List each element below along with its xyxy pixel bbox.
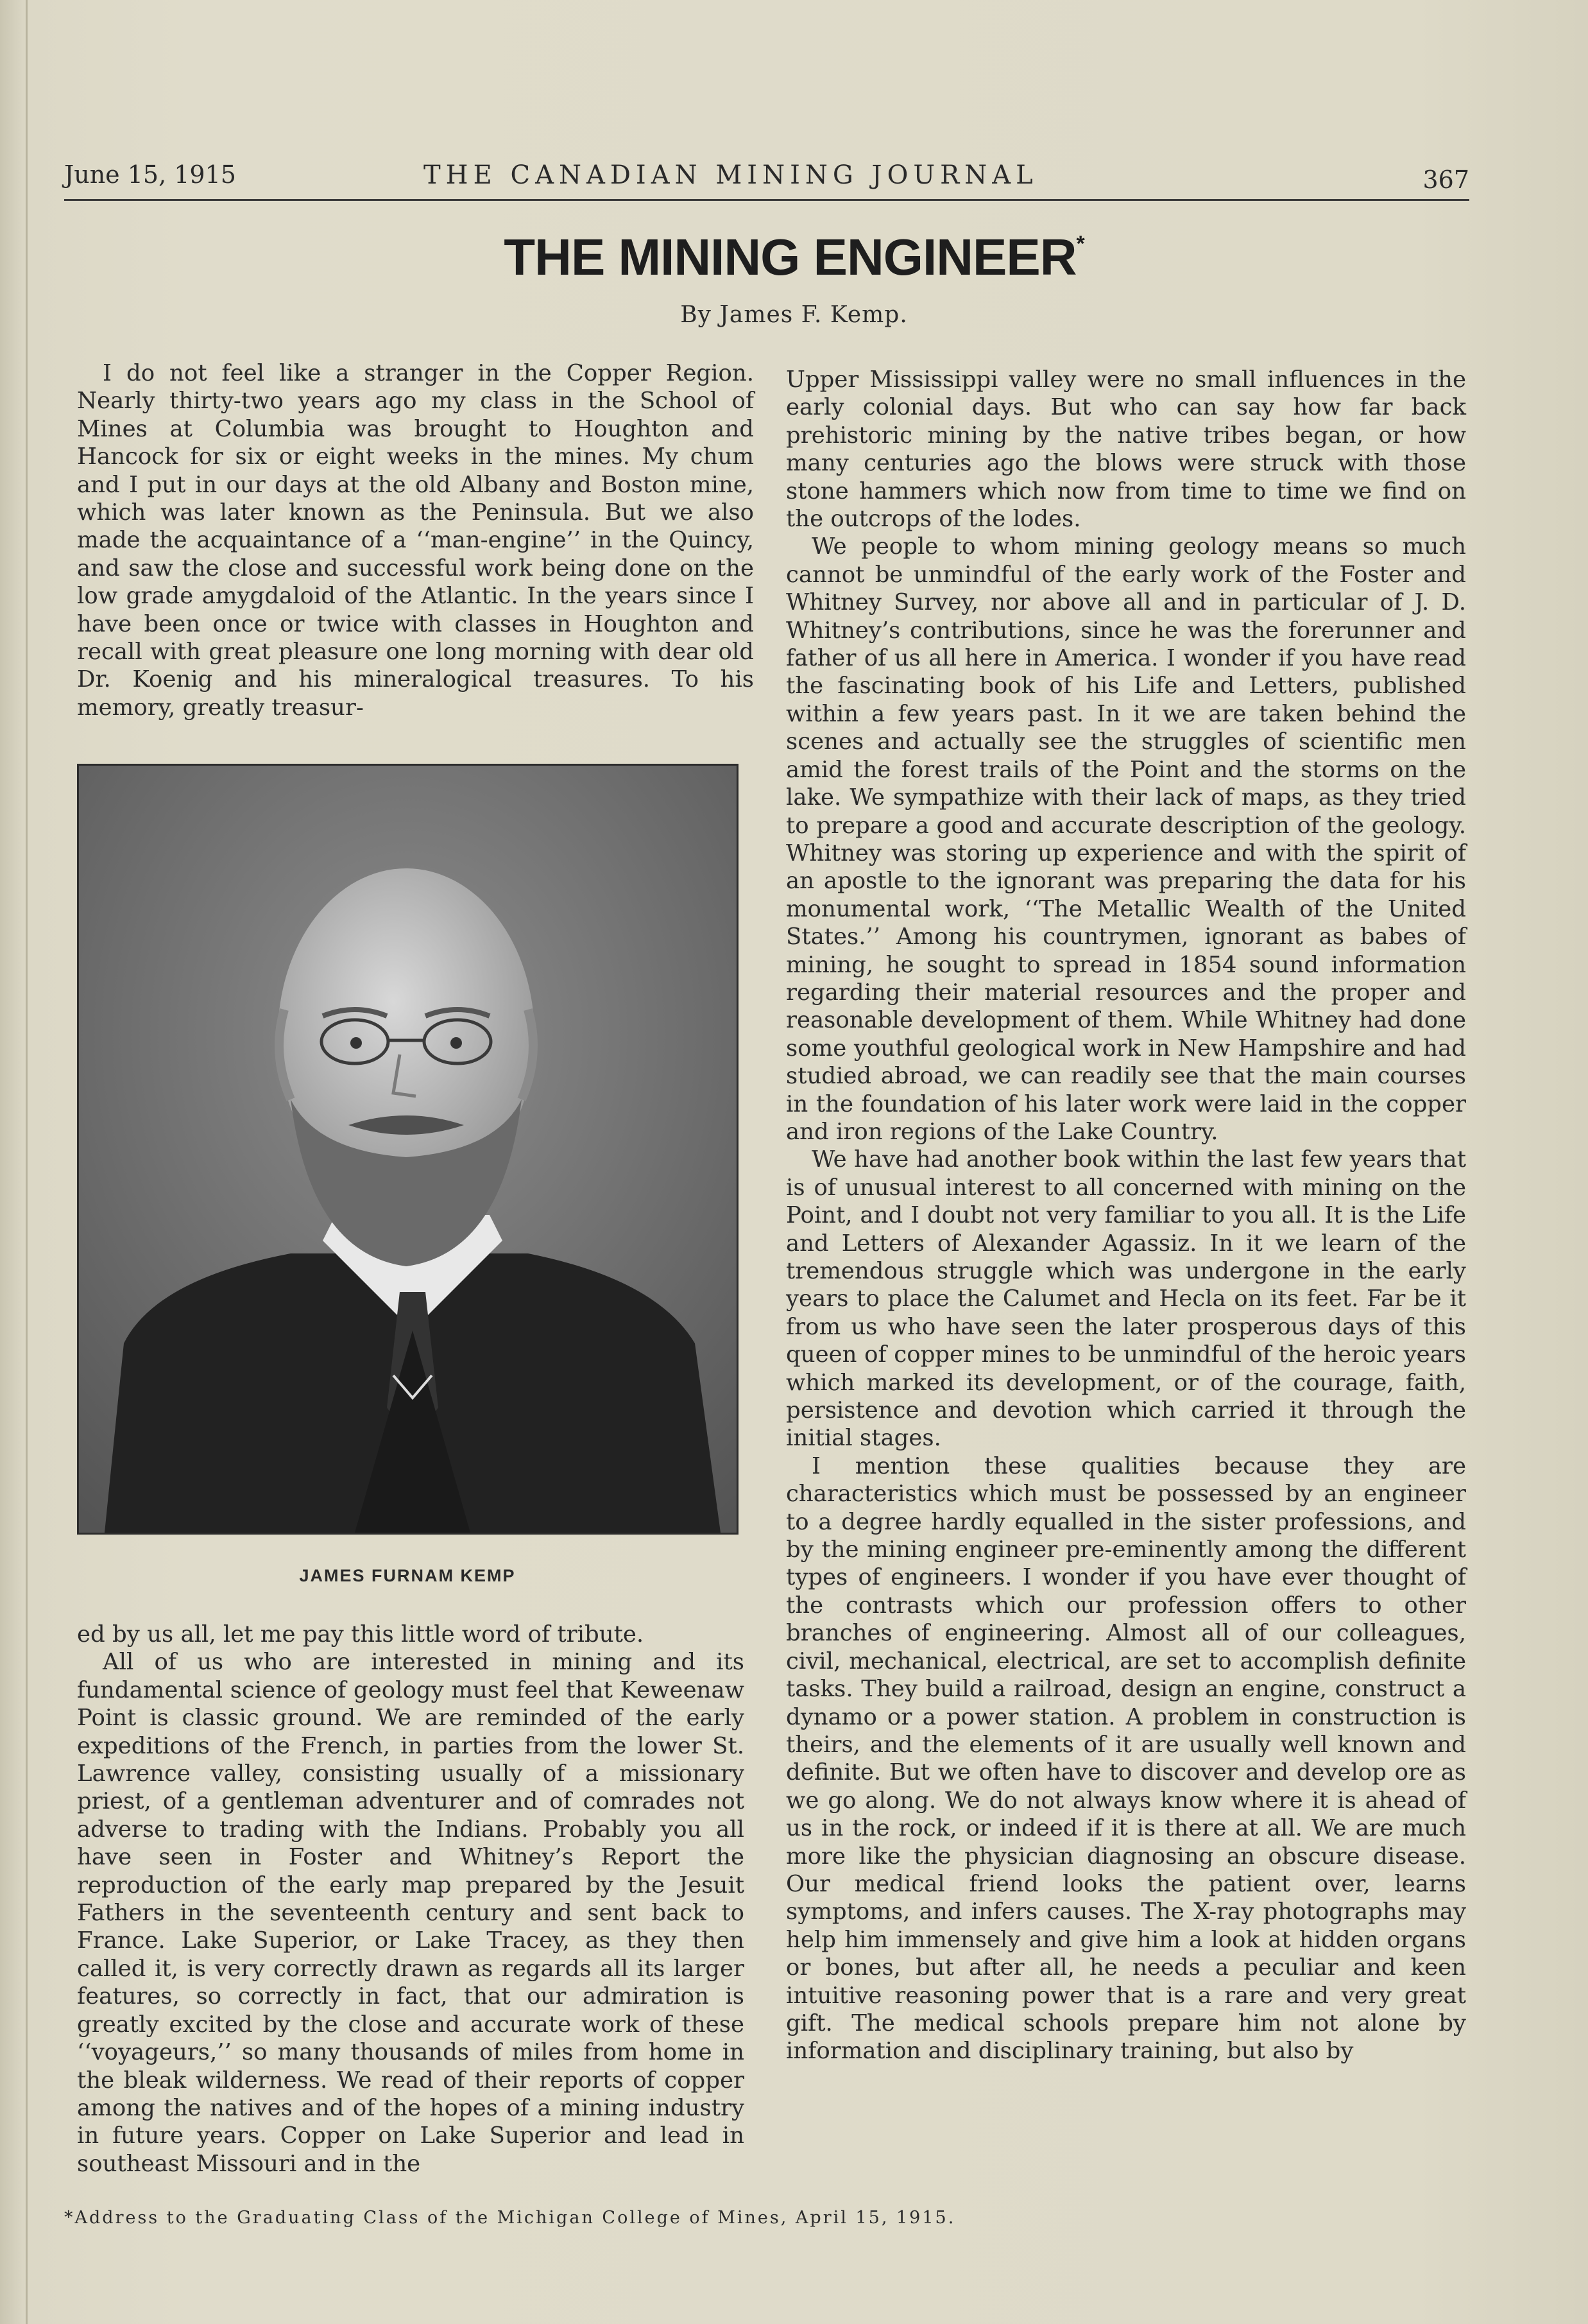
page-gutter <box>26 0 28 2324</box>
paragraph: I mention these qualities because they are characteristics which must be possessed by an engineer to a degree hardly equalled in the sister professions, and by the mining engineer pre-eminently among the different types of engineers. I wonder if you have ever thought of the contrasts which our profession offers to other branches of engineering. Almost all of our colleagues, civil, mechanical, electrical, are set to accomplish definite tasks. They build a railroad, design an engine, construct a dynamo or a power station. A problem in construction is theirs, and the elements of it are usually well known and definite. But we often have to discover and develop ore as we go along. We do not always know where it is ahead of us in the rock, or indeed if it is there at all. We are much more like the physician diagnosing an obscure disease. Our medical friend looks the patient over, learns symptoms, and infers causes. The X-ray photographs may help him immensely and give him a look at hidden organs or bones, but after all, he needs a peculiar and keen intuitive reasoning power that is a rare and very great gift. The medical schools prepare him not alone by information and disciplinary training, but also by <box>786 1452 1466 2065</box>
article-title <box>0 228 1588 287</box>
paragraph: All of us who are interested in mining and its fundamental science of geology must feel that Keweenaw Point is classic ground. We are reminded of the early expeditions of the French, in parties from the lower St. Lawrence valley, consisting usually of a missionary priest, of a gentleman adventurer and of comrades not adverse to trading with the Indians. Probably you all have seen in Foster and Whitney’s Report the reproduction of the early map prepared by the Jesuit Fathers in the seventeenth century and sent back to France. Lake Superior, or Lake Tracey, as they then called it, is very correctly drawn as regards all its larger features, so correctly in fact, that our admiration is greatly excited by the close and accurate work of these ‘‘voyageurs,’’ so many thousands of miles from home in the bleak wilderness. We read of their reports of copper among the natives and of the hopes of a mining industry in future years. Copper on Lake Superior and lead in southeast Missouri and in the <box>77 1649 744 2177</box>
article-byline: By James F. Kemp. <box>680 302 908 328</box>
running-header <box>64 160 1469 201</box>
right-column-text <box>786 366 1466 2201</box>
portrait-illustration <box>79 766 737 1533</box>
header-journal-name: THE CANADIAN MINING JOURNAL <box>423 160 1038 190</box>
photo-caption: JAMES FURNAM KEMP <box>299 1566 516 1585</box>
paragraph: We people to whom mining geology means so much cannot be unmindful of the early work of the Foster and Whitney Survey, nor above all and in particular of J. D. Whitney’s contributions, since he was the forerunner and father of us all here in America. I wonder if you have read the fascinating book of his Life and Letters, published within a few years past. In it we are taken behind the scenes and actually see the struggles of scientific men amid the forest trails of the Point and the storms on the lake. We sympathize with their lack of maps, as they tried to prepare a good and accurate description of the geology. Whitney was storing up experience and with the spirit of an apostle to the ignorant was preparing the data for his monumental work, ‘‘The Metallic Wealth of the United States.’’ Among his countrymen, ignorant as babes of mining, he sought to spread in 1854 sound information regarding their material resources and the proper and reasonable development of them. While Whitney had done some youthful geological work in New Hampshire and had studied abroad, we can readily see that the main courses in the foundation of his later work were laid in the copper and iron regions of the Lake Country. <box>786 533 1466 1145</box>
paragraph: I do not feel like a stranger in the Copper Region. Nearly thirty-two years ago my class in the School of Mines at Columbia was brought to Houghton and Hancock for six or eight weeks in the mines. My chum and I put in our days at the old Albany and Boston mine, which was later known as the Peninsula. But we also made the acquaintance of a ‘‘man-engine’’ in the Quincy, and saw the close and successful work being done on the low grade amygdaloid of the Atlantic. In the years since I have been once or twice with classes in Houghton and recall with great pleasure one long morning with dear old Dr. Koenig and his mineralogical treasures. To his memory, greatly treasur- <box>77 360 754 721</box>
header-date: June 15, 1915 <box>64 160 236 189</box>
paragraph: ed by us all, let me pay this little word of tribute. <box>77 1621 644 1648</box>
footnote-mark: * <box>1076 232 1084 256</box>
footnote: *Address to the Graduating Class of the Michigan College of Mines, April 15, 1915. <box>64 2208 956 2228</box>
portrait-photo <box>77 764 739 1535</box>
header-page-number: 367 <box>1422 166 1469 194</box>
left-column-bottom-text <box>77 1621 744 2189</box>
paragraph: Upper Mississippi valley were no small influences in the early colonial days. But who can say how far back prehistoric mining by the native tribes began, or how many centuries ago the blows were struck with those stone hammers which now from time to time we find on the outcrops of the lodes. <box>786 366 1466 533</box>
article-title-text: THE MINING ENGINEER <box>504 228 1077 286</box>
paragraph: We have had another book within the last few years that is of unusual interest to all concerned with mining on the Point, and I doubt not very familiar to you all. It is the Life and Letters of Alexander Agassiz. In it we learn of the tremendous struggle which was undergone in the early years to place the Calumet and Hecla on its feet. Far be it from us who have seen the later prosperous days of this queen of copper mines to be unmindful of the heroic years which marked its development, or of the courage, faith, persistence and devotion which carried it through the initial stages. <box>786 1146 1466 1452</box>
left-column-top-text <box>77 359 754 725</box>
